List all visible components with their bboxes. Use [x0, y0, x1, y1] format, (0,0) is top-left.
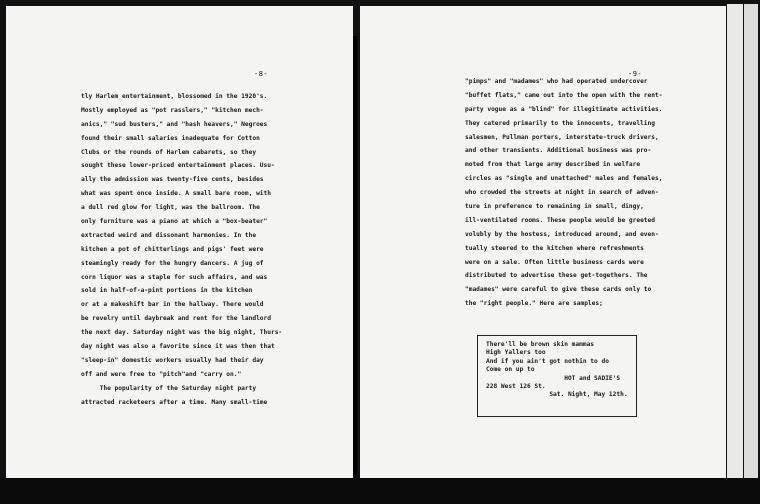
left-page [6, 6, 353, 478]
right-page [360, 6, 726, 478]
left-page-body [81, 90, 282, 409]
body-text-line: or at a makeshift bar in the hallway. There would [81, 301, 264, 309]
body-text-line: anics," "sud busters," and "hash heavers," Negroes [81, 120, 268, 128]
body-text-line: ally the admission was twenty-five cents, besides [81, 176, 264, 184]
body-text-line: Mostly employed as "pot rasslers," "kitchen mech- [81, 106, 264, 114]
body-text-line: sold in half-of-a-pint portions in the kitchen [81, 287, 253, 295]
body-text-line: were on a sale. Often little business cards were [465, 258, 644, 266]
body-text-line: sought these lower-priced entertainment places. Usu- [81, 162, 275, 170]
sample-business-card [477, 335, 637, 417]
body-text-line: volubly by the hostess, introduced around, and even- [465, 230, 659, 238]
body-text-line: found their small salaries inadequate for Cotton [81, 134, 260, 142]
body-text-line: "buffet flats," came out into the open with the rent- [465, 91, 663, 99]
body-text-line: ture in preference to remaining in small, dingy, [465, 203, 644, 211]
page-edge-strip [727, 4, 743, 484]
sample-card-line: High Yallers too [486, 349, 546, 357]
body-text-line: extracted weird and dissonant harmonies. In the [81, 231, 257, 239]
body-text-line: ill-ventilated rooms. These people would be greeted [465, 216, 655, 224]
body-text-line: "madames" were careful to give these cards only to [465, 286, 652, 294]
body-text-line: kitchen a pot of chitterlings and pigs' feet were [81, 245, 264, 253]
body-text-line: "pimps" and "madames" who had operated undercover [465, 78, 648, 85]
body-text-line: The popularity of the Saturday night party [81, 384, 257, 392]
body-text-line: day night was also a favorite since it was then that [81, 343, 275, 351]
body-text-line: steamingly ready for the hungry dancers. A jug of [81, 259, 264, 267]
binding-gutter [353, 36, 357, 476]
body-text-line: party vogue as a "blind" for illegitimate activities. [465, 105, 663, 113]
page-edge-strip-outer [744, 4, 758, 480]
body-text-line: "sleep-in" domestic workers usually had their day [81, 356, 264, 364]
body-text-line: what was spent once inside. A small bare room, with [81, 190, 271, 198]
body-text-line: the "right people." Here are samples; [465, 300, 603, 308]
body-text-line: tually steered to the kitchen where refreshments [465, 244, 644, 252]
body-text-line: Clubs or the rounds of Harlem cabarets, so they [81, 148, 257, 156]
body-text-line: distributed to advertise these get-togethers. The [465, 272, 648, 280]
sample-card-line: Sat. Night, May 12th. [486, 391, 628, 399]
body-text-line: be revelry until daybreak and rent for the landlord [81, 315, 271, 323]
sample-card-line: HOT and SADIE'S [486, 374, 621, 382]
body-text-line: attracted racketeers after a time. Many small-time [81, 398, 268, 406]
sample-card-line: And if you ain't got nothin to do [486, 357, 609, 365]
body-text-line: They catered primarily to the innocents, travelling [465, 119, 655, 127]
body-text-line: the next day. Saturday night was the big night, Thurs- [81, 329, 283, 337]
page-number-right: -9- [628, 70, 643, 78]
body-text-line: only furniture was a piano at which a "box-beater" [81, 218, 268, 226]
page-number-left: -8- [254, 70, 269, 78]
body-text-line: tly Harlem entertainment, blossomed in the 1920's. [81, 93, 268, 100]
body-text-line: moted from that large army described in welfare [465, 161, 641, 169]
sample-card-line: There'll be brown skin mammas [486, 341, 595, 348]
sample-card-line: 228 West 126 St. [486, 383, 546, 391]
body-text-line: who crowded the streets at night in search of adven- [465, 189, 659, 197]
sample-card-line: Come on up to [486, 366, 535, 374]
scan-bottom-band [0, 478, 760, 504]
body-text-line: salesmen, Pullman porters, interstate-truck drivers, [465, 133, 659, 141]
body-text-line: and other transients. Additional business was pro- [465, 147, 652, 155]
body-text-line: corn liquor was a staple for such affairs, and was [81, 273, 268, 281]
right-page-body [465, 75, 662, 311]
body-text-line: off and were free to "pitch"and "carry on." [81, 370, 242, 378]
body-text-line: circles as "single and unattached" males and females, [465, 175, 663, 183]
body-text-line: a dull red glow for light, was the ballroom. The [81, 204, 260, 212]
sample-card-text [486, 341, 628, 400]
